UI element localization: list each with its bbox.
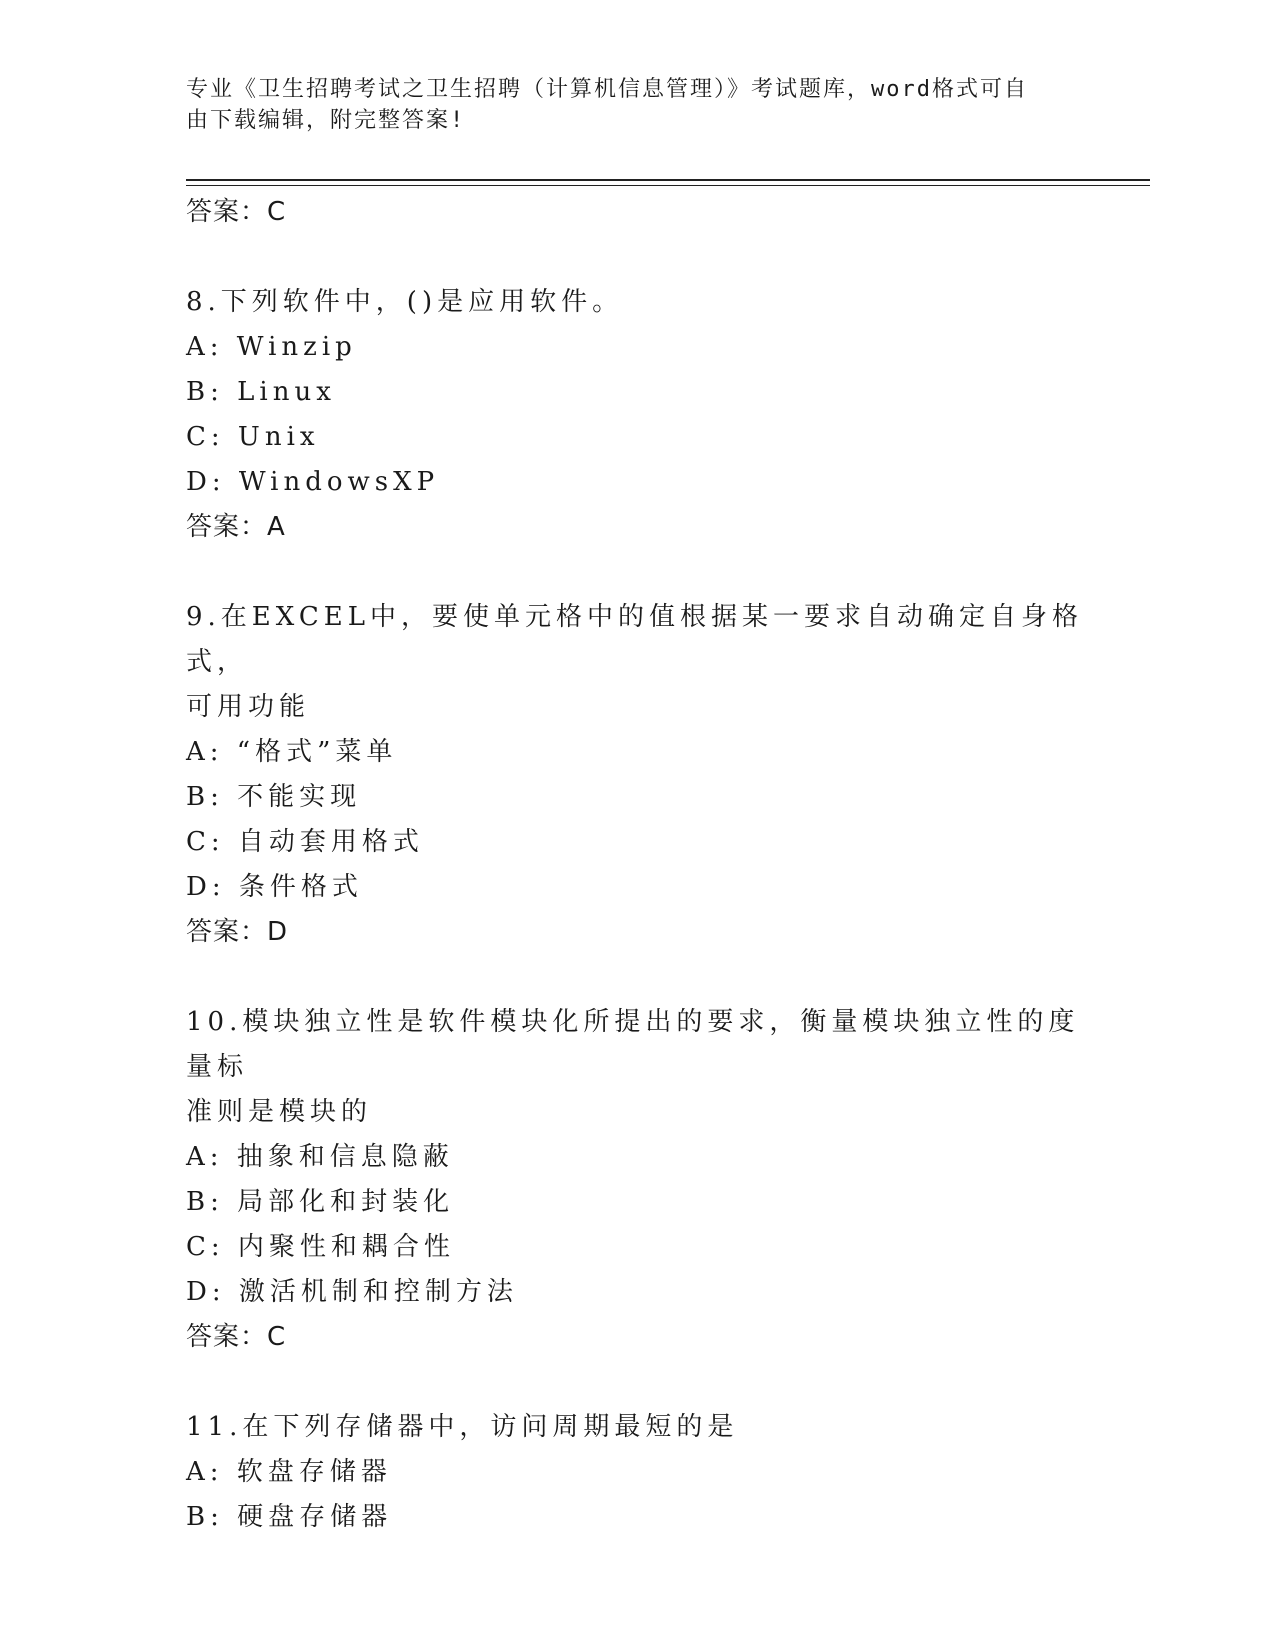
answer-line: 答案：A xyxy=(186,512,286,542)
answer-line: 答案：D xyxy=(186,917,289,947)
question-block xyxy=(186,280,1106,550)
option-d: D: 条件格式 xyxy=(186,872,363,902)
option-a: A: “格式”菜单 xyxy=(186,737,398,767)
option-b: B: 局部化和封装化 xyxy=(186,1187,455,1217)
previous-answer: 答案：C xyxy=(186,197,287,227)
question-text-line-2: 可用功能 xyxy=(186,692,311,722)
spacer xyxy=(186,1360,1106,1405)
option-a: A: Winzip xyxy=(186,332,357,362)
header-rule-thick xyxy=(186,179,1150,181)
option-c: C: 自动套用格式 xyxy=(186,827,424,857)
option-d: D: WindowsXP xyxy=(186,467,440,497)
header-line-1: 专业《卫生招聘考试之卫生招聘（计算机信息管理）》考试题库，word格式可自 xyxy=(186,77,1028,102)
spacer xyxy=(186,235,1106,280)
header-rule-thin xyxy=(186,185,1150,186)
question-block xyxy=(186,1405,1106,1540)
option-d: D: 激活机制和控制方法 xyxy=(186,1277,518,1307)
spacer xyxy=(186,550,1106,595)
question-text-line-2: 准则是模块的 xyxy=(186,1097,373,1127)
question-text-line-1: 9.在EXCEL中，要使单元格中的值根据某一要求自动确定自身格式， xyxy=(186,602,1083,677)
question-text: 11.在下列存储器中，访问周期最短的是 xyxy=(186,1412,739,1442)
option-a: A: 抽象和信息隐蔽 xyxy=(186,1142,454,1172)
option-c: C: 内聚性和耦合性 xyxy=(186,1232,455,1262)
question-block xyxy=(186,595,1106,955)
option-b: B: 硬盘存储器 xyxy=(186,1502,393,1532)
option-c: C: Unix xyxy=(186,422,320,452)
question-text-line-1: 10.模块独立性是软件模块化所提出的要求，衡量模块独立性的度量标 xyxy=(186,1007,1080,1082)
option-b: B: Linux xyxy=(186,377,336,407)
document-header xyxy=(186,74,1066,136)
option-a: A: 软盘存储器 xyxy=(186,1457,392,1487)
option-b: B: 不能实现 xyxy=(186,782,362,812)
question-list xyxy=(186,190,1106,1540)
answer-line: 答案：C xyxy=(186,1322,287,1352)
header-line-2: 由下载编辑，附完整答案! xyxy=(186,108,466,133)
question-block xyxy=(186,1000,1106,1360)
question-text: 8.下列软件中，()是应用软件。 xyxy=(186,287,624,317)
spacer xyxy=(186,955,1106,1000)
